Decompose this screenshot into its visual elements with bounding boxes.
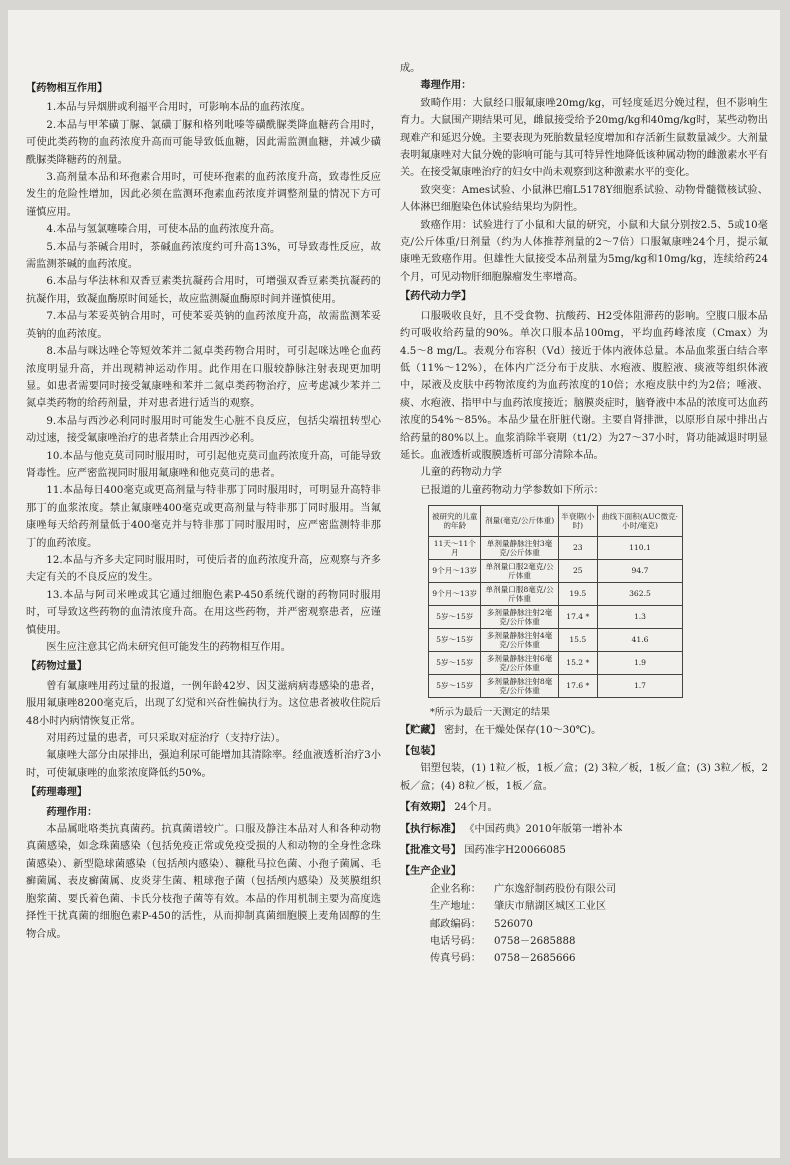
approval-value: 国药准字H20066085: [464, 845, 566, 856]
table-row: [429, 629, 683, 652]
table-cell: 23: [558, 537, 597, 560]
maker-label: 【生产企业】: [400, 865, 462, 878]
interaction-item: 1.本品与异烟肼或利福平合用时，可影响本品的血药浓度。: [46, 102, 311, 114]
company-value: 肇庆市鼎湖区城区工业区: [494, 901, 607, 913]
tox-paragraph: 致畸作用：大鼠经口服氟康唑20mg/kg，可轻度延迟分娩过程，但不影响生育力。大鼠围产期结果可见，雌鼠接受给予20mg/kg和40mg/kg时，某些动物出现难产和延迟分娩。主要表现为死胎数量轻度增加和存活新生鼠数量减少。大剂量表明氟康唑对大鼠分娩的影响可能与其可特异性地降低该种属动物的雌激素水平有关。在接受氟康唑治疗的妇女中尚未观察到这种激素水平的变化。: [400, 97, 768, 179]
table-row: [429, 583, 683, 606]
interaction-item: 12.本品与齐多夫定同时服用时，可使后者的血药浓度升高，应观察与齐多夫定有关的不良反应的发生。: [26, 554, 381, 584]
table-cell: 110.1: [597, 537, 682, 560]
storage-value: 密封，在干燥处保存(10～30℃)。: [444, 724, 602, 736]
company-row: [430, 950, 768, 967]
table-cell: 单剂量静脉注射3毫克/公斤体重: [481, 537, 558, 560]
table-cell: 多剂量静脉注射6毫克/公斤体重: [481, 652, 558, 675]
table-cell: 1.9: [597, 652, 682, 675]
table-cell: 5岁～15岁: [429, 675, 481, 698]
table-cell: 5岁～15岁: [429, 652, 481, 675]
table-cell: 多剂量静脉注射2毫克/公斤体重: [481, 606, 558, 629]
leaflet-sheet: [8, 10, 780, 1158]
interaction-item: 8.本品与咪达唑仑等短效苯并二氮卓类药物合用时，可引起咪达唑仑血药浓度明显升高，并出现精神运动作用。此作用在口服较静脉注射表现更加明显。如患者需要同时接受氟康唑和苯并二氮卓类药物治疗，应考虑减少苯并二氮卓类药物的给药剂量，并对患者进行适当的观察。: [26, 346, 381, 410]
peds-pk-table: [428, 505, 683, 698]
interactions-list: [26, 99, 381, 656]
table-header-cell: 曲线下面积(AUC微克·小时/毫克): [597, 506, 682, 537]
package-value: 铝塑包装，(1) 1粒／板，1板／盒；(2) 3粒／板，1板／盒；(3) 3粒／板，2板／盒；(4) 8粒／板，1板／盒。: [400, 763, 768, 792]
table-header-cell: 被研究的儿童的年龄: [429, 506, 481, 537]
table-cell: 5岁～15岁: [429, 629, 481, 652]
table-row: [429, 652, 683, 675]
interaction-item: 医生应注意其它尚未研究但可能发生的药物相互作用。: [46, 642, 291, 653]
interaction-item: 7.本品与苯妥英钠合用时，可使苯妥英钠的血药浓度升高，故需监测苯妥英钠的血药浓度。: [26, 311, 381, 340]
peds-title: 儿童的药物动力学: [420, 467, 502, 479]
package-label: 【包装】: [400, 744, 441, 757]
left-column: [26, 78, 381, 943]
table-row: [429, 537, 683, 560]
storage-label: 【贮藏】: [400, 723, 441, 736]
table-note: *所示为最后一天测定的结果: [430, 707, 550, 719]
peds-intro: 已报道的儿童药物动力学参数如下所示：: [420, 484, 604, 496]
standard-value: 《中国药典》2010年版第一增补本: [464, 823, 623, 835]
interaction-item: 13.本品与阿司米唑或其它通过细胞色素P-450系统代谢的药物同时服用时，可导致这些药物的血清浓度升高。在用这些药物，并严密观察患者，应谨慎使用。: [26, 589, 381, 636]
table-cell: 362.5: [597, 583, 682, 606]
interactions-heading: 【药物相互作用】: [26, 82, 108, 94]
standard-label: 【执行标准】: [400, 822, 462, 835]
table-header-row: [429, 506, 683, 537]
table-cell: 94.7: [597, 560, 682, 583]
company-key: 生产地址：: [430, 901, 481, 913]
table-header-cell: 半衰期(小时): [558, 506, 597, 537]
company-key: 电话号码：: [430, 936, 481, 948]
pk-paragraph: 口服吸收良好，且不受食物、抗酸药、H2受体阻滞药的影响。空腹口服本品约可吸收给药量的90%。单次口服本品100mg，平均血药峰浓度（Cmax）为4.5～8 mg/L。表观分布容积（Vd）接近于体内液体总量。本品血浆蛋白结合率低（11%～12%），在体内广泛分布于皮肤、水疱液、腹腔液、痰液等组织体液中，尿液及皮肤中药物浓度约为血药浓度的10倍；水疱皮肤中约为2倍；唾液、痰、水疱液、指甲中与血药浓度接近；脑膜炎症时，脑脊液中本品的浓度可达血药浓度的54%～85%。本品少量在肝脏代谢。主要自肾排泄，以原形自尿中排出占给药量的80%以上。血浆消除半衰期（t1/2）为27～37小时，肾功能减退时明显延长。血液透析或腹膜透析可部分清除本品。: [400, 310, 768, 461]
company-key: 企业名称：: [430, 883, 481, 895]
table-cell: 9个月～13岁: [429, 583, 481, 606]
table-cell: 17.6 *: [558, 675, 597, 698]
table-cell: 41.6: [597, 629, 682, 652]
validity-row: [400, 799, 768, 816]
interaction-item: 11.本品每日400毫克或更高剂量与特非那丁同时服用时，可明显升高特非那丁的血浆浓度。禁止氟康唑400毫克或更高剂量与特非那丁同时服用。当氟康唑每天给药剂量低于400毫克并与特非那丁同时服用时，应严密监测特非那丁的血药浓度。: [26, 485, 381, 549]
company-key: 传真号码：: [430, 953, 481, 965]
interaction-item: 5.本品与茶碱合用时，茶碱血药浓度约可升高13%，可导致毒性反应，故需监测茶碱的血药浓度。: [26, 241, 381, 271]
table-row: [429, 606, 683, 629]
pharm-paragraph: 本品属吡咯类抗真菌药。抗真菌谱较广。口服及静注本品对人和各种动物真菌感染，如念珠菌感染（包括免疫正常或免疫受损的人和动物的全身性念珠菌感染）、新型隐球菌感染（包括颅内感染）、糠秕马拉色菌、小孢子菌属、毛癣菌属、表皮癣菌属、皮炎芽生菌、粗球孢子菌（包括颅内感染）及荚膜组织胞浆菌、要氏着色菌、卡氏分枝孢子菌等有效。本品的作用机制主要为高度选择性干扰真菌的细胞色素P-450的活性，从而抑制真菌细胞膜上麦角固醇的生物合成。: [26, 824, 381, 940]
pharmtox-heading: 【药理毒理】: [26, 786, 88, 799]
tox-subheading: 毒理作用：: [420, 79, 472, 92]
company-value: 526070: [494, 918, 533, 930]
overdose-paragraph: 对用药过量的患者，可只采取对症治疗（支持疗法）。: [46, 733, 286, 745]
tox-paragraph: 致突变：Ames试验、小鼠淋巴瘤L5178Y细胞系试验、动物骨髓微核试验、人体淋巴细胞染色体试验结果均为阴性。: [400, 184, 768, 214]
interaction-item: 2.本品与甲苯磺丁脲、氯磺丁脲和格列吡嗪等磺酰脲类降血糖药合用时，可使此类药物的血药浓度升高而可能导致低血糖，因此需监测血糖，并减少磺酰脲类降糖药的剂量。: [26, 119, 381, 166]
table-row: [429, 560, 683, 583]
table-header-cell: 剂量(毫克/公斤体重): [481, 506, 558, 537]
company-value: 广东逸舒制药股份有限公司: [494, 883, 617, 895]
overdose-paragraph: 曾有氟康唑用药过量的报道，一例年龄42岁、因艾滋病病毒感染的患者，服用氟康唑8200毫克后，出现了幻觉和兴奋性偏执行为。这位患者被收住院后48小时内病情恢复正常。: [26, 680, 381, 727]
table-cell: 25: [558, 560, 597, 583]
validity-value: 24个月。: [454, 802, 498, 814]
company-row: [430, 933, 768, 950]
interaction-item: 10.本品与他克莫司同时服用时，可引起他克莫司血药浓度升高，可能导致肾毒性。应严密监视同时服用氟康唑和他克莫司的患者。: [26, 450, 381, 479]
pk-heading: 【药代动力学】: [400, 290, 472, 303]
company-row: [430, 898, 768, 915]
table-cell: 单剂量口服8毫克/公斤体重: [481, 583, 558, 606]
table-cell: 15.2 *: [558, 652, 597, 675]
table-cell: 19.5: [558, 583, 597, 606]
interaction-item: 6.本品与华法林和双香豆素类抗凝药合用时，可增强双香豆素类抗凝药的抗凝作用，致凝血酶原时间延长，故应监测凝血酶原时间并谨慎使用。: [26, 276, 381, 305]
company-row: [430, 881, 768, 898]
table-cell: 多剂量静脉注射8毫克/公斤体重: [481, 675, 558, 698]
tox-paragraph: 致癌作用：试验进行了小鼠和大鼠的研究，小鼠和大鼠分别按2.5、5或10毫克/公斤体重/日剂量（约为人体推荐剂量的2～7倍）口服氟康唑24个月，提示氟康唑无致癌作用。但雄性大鼠接受本品剂量为5mg/kg和10mg/kg，连续给药24个月，可见动物肝细胞腺瘤发生率增高。: [400, 219, 768, 283]
table-cell: 1.3: [597, 606, 682, 629]
table-cell: 17.4 *: [558, 606, 597, 629]
standard-row: [400, 821, 768, 838]
company-row: [430, 916, 768, 933]
table-cell: 15.5: [558, 629, 597, 652]
company-key: 邮政编码：: [430, 918, 481, 930]
table-row: [429, 675, 683, 698]
storage-row: [400, 722, 768, 739]
table-cell: 单剂量口服2毫克/公斤体重: [481, 560, 558, 583]
overdose-paragraph: 氟康唑大部分由尿排出，强迫利尿可能增加其清除率。经血液透析治疗3小时，可使氟康唑的血浆浓度降低约50%。: [26, 750, 381, 779]
table-cell: 5岁～15岁: [429, 606, 481, 629]
table-cell: 多剂量静脉注射4毫克/公斤体重: [481, 629, 558, 652]
table-cell: 1.7: [597, 675, 682, 698]
overdose-heading: 【药物过量】: [26, 660, 88, 673]
validity-label: 【有效期】: [400, 801, 451, 814]
continued-text: 成。: [400, 63, 421, 74]
company-info: [400, 881, 768, 968]
interaction-item: 4.本品与氢氯噻嗪合用，可使本品的血药浓度升高。: [46, 224, 281, 236]
table-cell: 9个月～13岁: [429, 560, 481, 583]
company-value: 0758－2685888: [494, 936, 576, 948]
approval-row: [400, 842, 768, 859]
table-cell: 11天～11个月: [429, 537, 481, 560]
pharm-subheading: 药理作用：: [46, 805, 98, 818]
interaction-item: 9.本品与西沙必利同时服用时可能发生心脏不良反应，包括尖端扭转型心动过速，接受氟康唑治疗的患者禁止合用西沙必利。: [26, 415, 381, 445]
approval-label: 【批准文号】: [400, 844, 462, 856]
interaction-item: 3.高剂量本品和环孢素合用时，可使环孢素的血药浓度升高，致毒性反应发生的危险性增加，因此必须在监测环孢素血药浓度并调整剂量的情况下方可谨慎应用。: [26, 172, 381, 218]
right-column: [400, 60, 768, 968]
company-value: 0758－2685666: [494, 953, 576, 965]
